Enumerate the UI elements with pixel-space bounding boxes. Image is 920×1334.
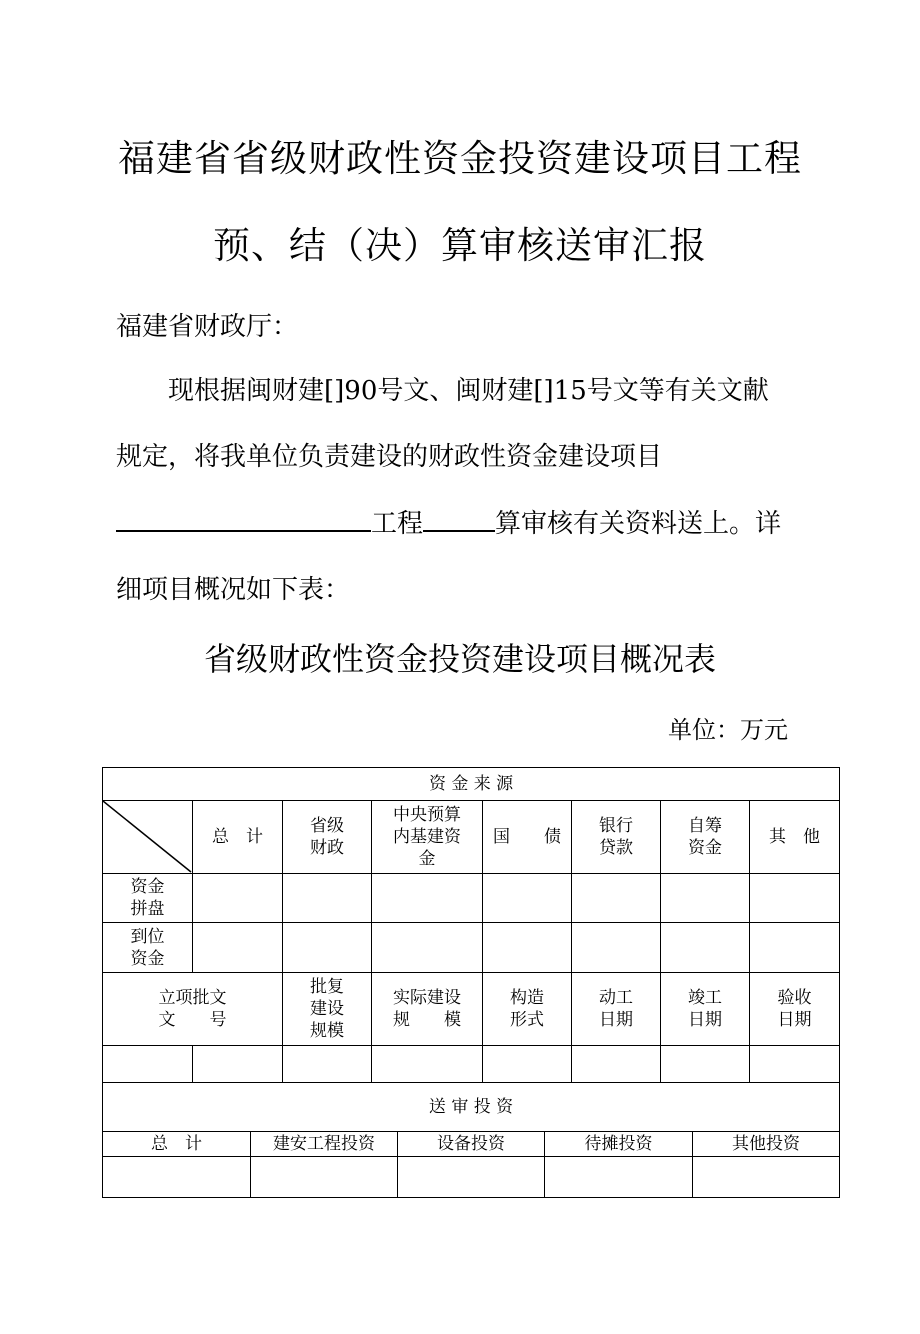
input-cell[interactable]: [572, 874, 661, 923]
unit-label: 单位：万元: [668, 716, 788, 744]
blank-project-name[interactable]: [116, 506, 371, 532]
col-construction-invest: 建安工程投资: [251, 1132, 398, 1157]
table-title: 省级财政性资金投资建设项目概况表: [203, 640, 716, 678]
paragraph-line-2: 规定，将我单位负责建设的财政性资金建设项目: [116, 442, 663, 472]
col-start-date: 动工 日期: [572, 973, 661, 1046]
col-national-bonds: 国 债: [483, 801, 572, 874]
salutation: 福建省财政厅：: [116, 312, 299, 342]
input-cell[interactable]: [103, 1046, 193, 1083]
input-cell[interactable]: [750, 923, 840, 973]
input-cell[interactable]: [750, 874, 840, 923]
input-cell[interactable]: [193, 923, 283, 973]
paragraph-line-1: 现根据闽财建[]90号文、闽财建[]15号文等有关文献: [168, 376, 769, 406]
input-cell[interactable]: [661, 1046, 750, 1083]
input-cell[interactable]: [372, 923, 483, 973]
input-cell[interactable]: [572, 923, 661, 973]
investment-table: [102, 1082, 840, 1198]
col-completion-date: 竣工 日期: [661, 973, 750, 1046]
funding-table: [102, 767, 840, 1083]
document-title-line2: 预、结（决）算审核送审汇报: [213, 224, 707, 267]
funding-header: 资 金 来 源: [103, 768, 840, 801]
col-invest-total: 总 计: [103, 1132, 251, 1157]
input-cell[interactable]: [193, 874, 283, 923]
input-cell[interactable]: [750, 1046, 840, 1083]
input-cell[interactable]: [398, 1157, 545, 1198]
blank-stage[interactable]: [423, 506, 495, 532]
col-approval-doc: 立项批文 文 号: [103, 973, 283, 1046]
row-funding-mix: 资金 拼盘: [103, 874, 193, 923]
paragraph-line-3: [116, 503, 781, 540]
col-central-budget: 中央预算 内基建资 金: [372, 801, 483, 874]
col-acceptance-date: 验收 日期: [750, 973, 840, 1046]
input-cell[interactable]: [283, 1046, 372, 1083]
input-cell[interactable]: [283, 923, 372, 973]
paragraph-text: 工程: [371, 509, 424, 539]
input-cell[interactable]: [483, 874, 572, 923]
col-total: 总 计: [193, 801, 283, 874]
input-cell[interactable]: [661, 923, 750, 973]
input-cell[interactable]: [483, 1046, 572, 1083]
input-cell[interactable]: [545, 1157, 693, 1198]
investment-header: 送 审 投 资: [103, 1083, 840, 1132]
col-approved-scale: 批复 建设 规模: [283, 973, 372, 1046]
input-cell[interactable]: [251, 1157, 398, 1198]
document-title-line1: 福建省省级财政性资金投资建设项目工程: [118, 137, 802, 180]
col-structure: 构造 形式: [483, 973, 572, 1046]
col-equipment-invest: 设备投资: [398, 1132, 545, 1157]
diagonal-line: [103, 801, 193, 874]
paragraph-line-4: 细项目概况如下表：: [116, 575, 351, 605]
col-bank-loan: 银行 贷款: [572, 801, 661, 874]
diagonal-cell: [103, 801, 193, 874]
input-cell[interactable]: [193, 1046, 283, 1083]
row-funds-received: 到位 资金: [103, 923, 193, 973]
input-cell[interactable]: [572, 1046, 661, 1083]
col-actual-scale: 实际建设 规 模: [372, 973, 483, 1046]
col-provincial: 省级 财政: [283, 801, 372, 874]
col-self-raised: 自筹 资金: [661, 801, 750, 874]
col-other: 其 他: [750, 801, 840, 874]
col-amortized-invest: 待摊投资: [545, 1132, 693, 1157]
input-cell[interactable]: [372, 874, 483, 923]
input-cell[interactable]: [372, 1046, 483, 1083]
paragraph-text: 算审核有关资料送上。详: [495, 509, 782, 539]
col-other-invest: 其他投资: [693, 1132, 840, 1157]
input-cell[interactable]: [103, 1157, 251, 1198]
input-cell[interactable]: [693, 1157, 840, 1198]
input-cell[interactable]: [283, 874, 372, 923]
input-cell[interactable]: [483, 923, 572, 973]
input-cell[interactable]: [661, 874, 750, 923]
